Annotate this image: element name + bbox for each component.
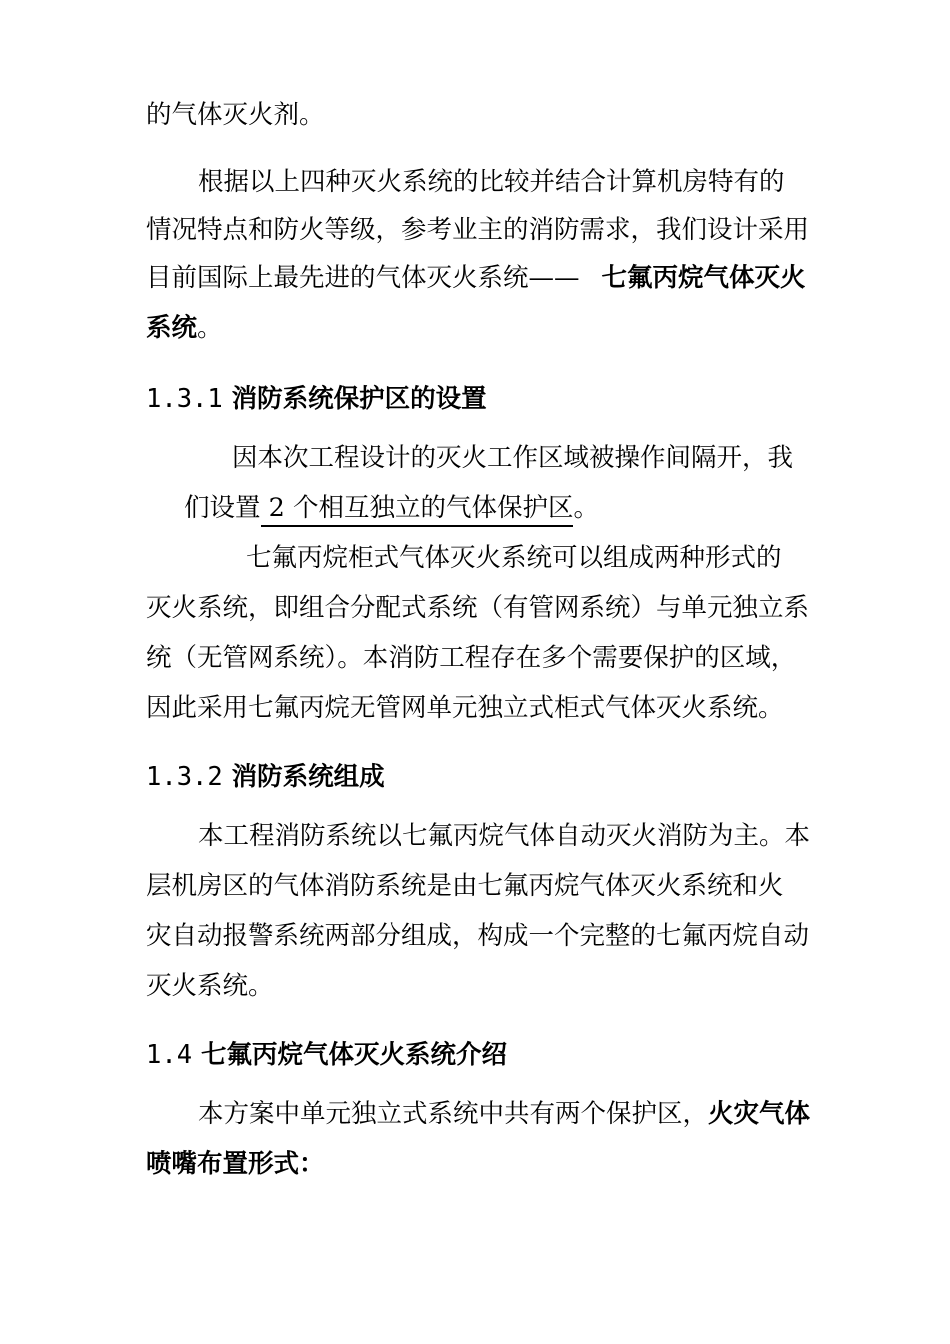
underlined-text: 2 个相互独立的气体保护区 <box>261 493 574 527</box>
text: 。 <box>573 493 599 523</box>
paragraph-line <box>146 693 784 723</box>
section-heading-1-3-2 <box>146 762 385 792</box>
paragraph-line <box>198 1099 811 1129</box>
bold-text: 火灾气体 <box>708 1099 811 1129</box>
text: 灭火系统。 <box>146 971 274 1001</box>
paragraph-line <box>146 643 797 673</box>
bold-text: 系统 <box>146 313 198 343</box>
paragraph-line <box>146 593 810 623</box>
paragraph-line <box>198 821 811 851</box>
section-title: 消防系统组成 <box>231 762 385 792</box>
text: 情况特点和防火等级，参考业主的消防需求，我们设计采用 <box>146 215 810 245</box>
text: 本方案中单元独立式系统中共有两个保护区， <box>198 1099 709 1129</box>
text: 根据以上四种灭火系统的比较并结合计算机房特有的 <box>198 167 785 197</box>
section-number: 1.3.2 <box>146 762 223 792</box>
text: 层机房区的气体消防系统是由七氟丙烷气体灭火系统和火 <box>146 871 784 901</box>
paragraph-line <box>146 1149 325 1179</box>
paragraph-line <box>146 921 810 951</box>
text: 七氟丙烷柜式气体灭火系统可以组成两种形式的 <box>246 543 782 573</box>
paragraph-line <box>146 313 223 343</box>
text: 的气体灭火剂。 <box>146 100 325 130</box>
text: 们设置 <box>184 493 261 523</box>
bold-text: 喷嘴布置形式： <box>146 1149 325 1179</box>
paragraph-line <box>146 871 784 901</box>
text: 灾自动报警系统两部分组成，构成一个完整的七氟丙烷自动 <box>146 921 810 951</box>
text: 目前国际上最先进的气体灭火系统—— <box>146 263 580 293</box>
text: 本工程消防系统以七氟丙烷气体自动灭火消防为主。本 <box>198 821 811 851</box>
paragraph-line <box>184 493 599 523</box>
section-heading-1-4 <box>146 1040 507 1070</box>
text: 灭火系统，即组合分配式系统（有管网系统）与单元独立系 <box>146 593 810 623</box>
section-title: 七氟丙烷气体灭火系统介绍 <box>200 1040 507 1070</box>
paragraph-line <box>146 971 274 1001</box>
section-number: 1.3.1 <box>146 384 223 414</box>
paragraph-line <box>146 215 810 245</box>
section-number: 1.4 <box>146 1040 193 1070</box>
section-title: 消防系统保护区的设置 <box>231 384 487 414</box>
paragraph-line <box>146 263 806 293</box>
paragraph-line <box>246 543 782 573</box>
bold-text: 七氟丙烷气体灭火 <box>601 263 806 293</box>
section-heading-1-3-1 <box>146 384 487 414</box>
text: 因本次工程设计的灭火工作区域被操作间隔开，我 <box>232 443 794 473</box>
text: 统（无管网系统）。本消防工程存在多个需要保护的区域， <box>146 643 797 673</box>
paragraph-line <box>232 443 794 473</box>
paragraph-line <box>146 100 325 130</box>
text: 因此采用七氟丙烷无管网单元独立式柜式气体灭火系统。 <box>146 693 784 723</box>
paragraph-line <box>198 167 785 197</box>
text: 。 <box>197 313 223 343</box>
